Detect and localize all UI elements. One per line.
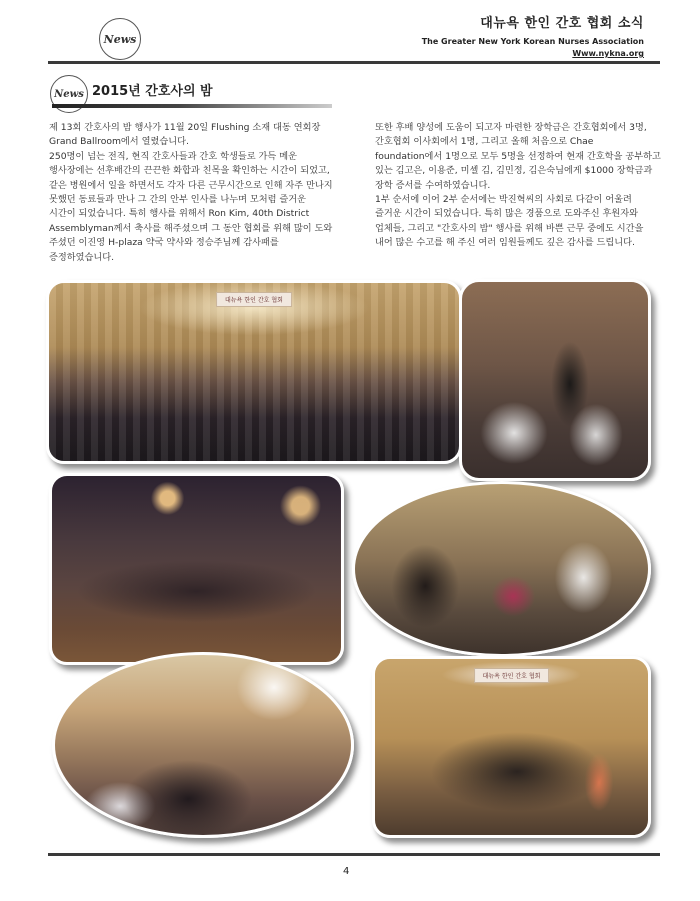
- dance-photo: [49, 473, 344, 665]
- article-paragraph: 제 13회 간호사의 밤 행사가 11월 20일 Flushing 소재 대동 연회장 Grand Ballroom에서 열렸습니다.: [49, 122, 321, 148]
- event-banner: 대뉴욕 한인 간호 협회: [216, 292, 292, 307]
- article-paragraph: 또한 후배 양성에 도움이 되고자 마련한 장학금은 간호협회에서 3명, 간호협회 이사회에서 1명, 그리고 올해 처음으로 Chae foundation에서 1명으로 모두 5명을 선정하여 현재 간호학을 공부하고 있는 김고은, 이용준, 미셸 김, 김민정, 김은숙님에게 $1000 장학금과 장학 증서를 수여하였습니다.: [375, 122, 661, 191]
- footer-divider: [48, 853, 660, 856]
- newsletter-title: 대뉴욕 한인 간호 협회 소식: [480, 16, 644, 31]
- article-right-column: [375, 121, 661, 251]
- page-number: 4: [343, 866, 350, 877]
- section-news-badge: News: [50, 75, 88, 113]
- header-divider: [48, 61, 660, 64]
- article-paragraph: 250명이 넘는 전직, 현직 간호사들과 간호 학생들로 가득 메운 행사장에는 선후배간의 끈끈한 화합과 친목을 확인하는 시간이 되었고, 같은 병원에서 일을 하면서도 각자 다른 근무시간으로 인해 자주 만나지 못했던 동료들과 만나 그 간의 안부 인사를 나누며 모처럼 즐거운 시간이 되었습니다. 특히 행사를 위해서 Ron Kim, 40th District Assemblyman께서 축사를 해주셨으며 그 동안 협회를 위해 많이 도와 주셨던 이진영 H-plaza 약국 약사와 정승주님께 감사패를 증정하였습니다.: [49, 150, 333, 263]
- group-photo: [46, 280, 462, 464]
- scholarship-award-photo: [372, 656, 651, 838]
- toast-photo: [459, 279, 651, 481]
- masthead: [422, 12, 644, 58]
- section-title: 2015년 간호사의 밤: [92, 84, 213, 99]
- seated-group-photo: [52, 652, 354, 838]
- mc-photo: [352, 481, 651, 657]
- article-left-column: [49, 121, 335, 265]
- website-link[interactable]: Www.nykna.org: [572, 49, 644, 58]
- newsletter-logo: News: [99, 18, 141, 60]
- event-banner: 대뉴욕 한인 간호 협회: [474, 668, 550, 683]
- section-underline: [52, 104, 332, 108]
- association-name: The Greater New York Korean Nurses Association: [421, 37, 644, 46]
- article-paragraph: 1부 순서에 이어 2부 순서에는 박진혁씨의 사회로 다같이 어울려 즐거운 시간이 되었습니다. 특히 많은 경품으로 도와주신 후원자와 업체들, 그리고 "간호사의 밤" 행사를 위해 바쁜 근무 중에도 시간을 내어 많은 수고를 해 주신 여러 임원들께도 깊은 감사를 드립니다.: [375, 194, 644, 249]
